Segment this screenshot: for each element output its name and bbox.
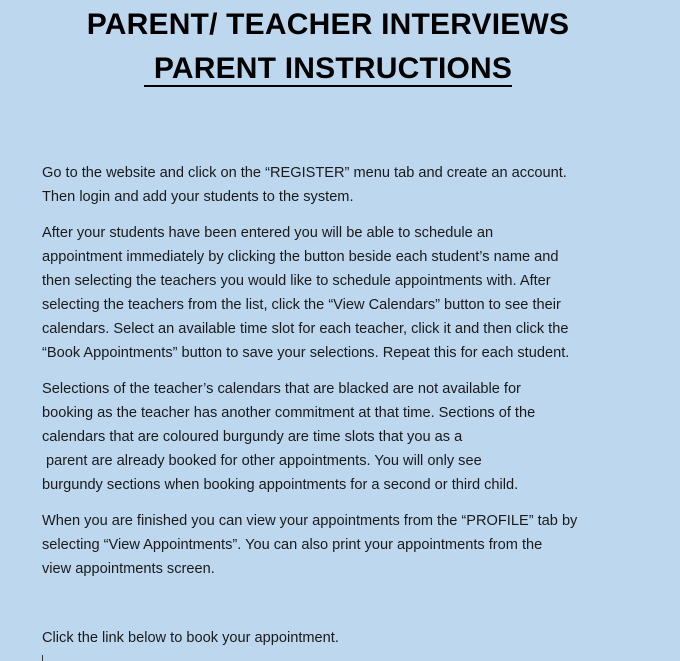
paragraph-line: parent are already booked for other appointments. You will only see bbox=[42, 453, 482, 469]
paragraph-register bbox=[42, 161, 632, 209]
paragraph-line: burgundy sections when booking appointments for a second or third child. bbox=[42, 477, 519, 493]
paragraph-line: Selections of the teacher’s calendars that are blacked are not available for bbox=[42, 381, 521, 397]
page-title: PARENT/ TEACHER INTERVIEWS bbox=[86, 8, 570, 41]
paragraph-calendar-colors bbox=[42, 377, 632, 497]
paragraph-line: When you are finished you can view your appointments from the “PROFILE” tab by bbox=[42, 513, 578, 529]
paragraph-line: Go to the website and click on the “REGISTER” menu tab and create an account. bbox=[42, 165, 567, 181]
paragraph-line: view appointments screen. bbox=[42, 561, 215, 577]
paragraph-line: “Book Appointments” button to save your selections. Repeat this for each student. bbox=[42, 345, 570, 361]
page-subtitle bbox=[0, 52, 656, 87]
paragraph-line: Then login and add your students to the system. bbox=[42, 189, 354, 205]
paragraph-line: selecting the teachers from the list, click the “View Calendars” button to see their bbox=[42, 297, 561, 313]
paragraph-line: calendars that are coloured burgundy are time slots that you as a bbox=[42, 429, 463, 445]
paragraph-line: After your students have been entered you will be able to schedule an bbox=[42, 225, 494, 241]
text-cursor bbox=[42, 655, 43, 661]
paragraph-line: Click the link below to book your appointment. bbox=[42, 630, 339, 646]
paragraph-line: booking as the teacher has another commitment at that time. Sections of the bbox=[42, 405, 536, 421]
page-subtitle-text: PARENT INSTRUCTIONS bbox=[144, 52, 512, 87]
paragraph-schedule bbox=[42, 221, 632, 365]
paragraph-line: appointment immediately by clicking the button beside each student’s name and bbox=[42, 249, 559, 265]
paragraph-line: selecting “View Appointments”. You can also print your appointments from the bbox=[42, 537, 543, 553]
paragraph-line: then selecting the teachers you would like to schedule appointments with. After bbox=[42, 273, 551, 289]
paragraph-book-link bbox=[42, 626, 632, 650]
paragraph-view-appointments bbox=[42, 509, 632, 581]
paragraph-line: calendars. Select an available time slot for each teacher, click it and then click the bbox=[42, 321, 569, 337]
